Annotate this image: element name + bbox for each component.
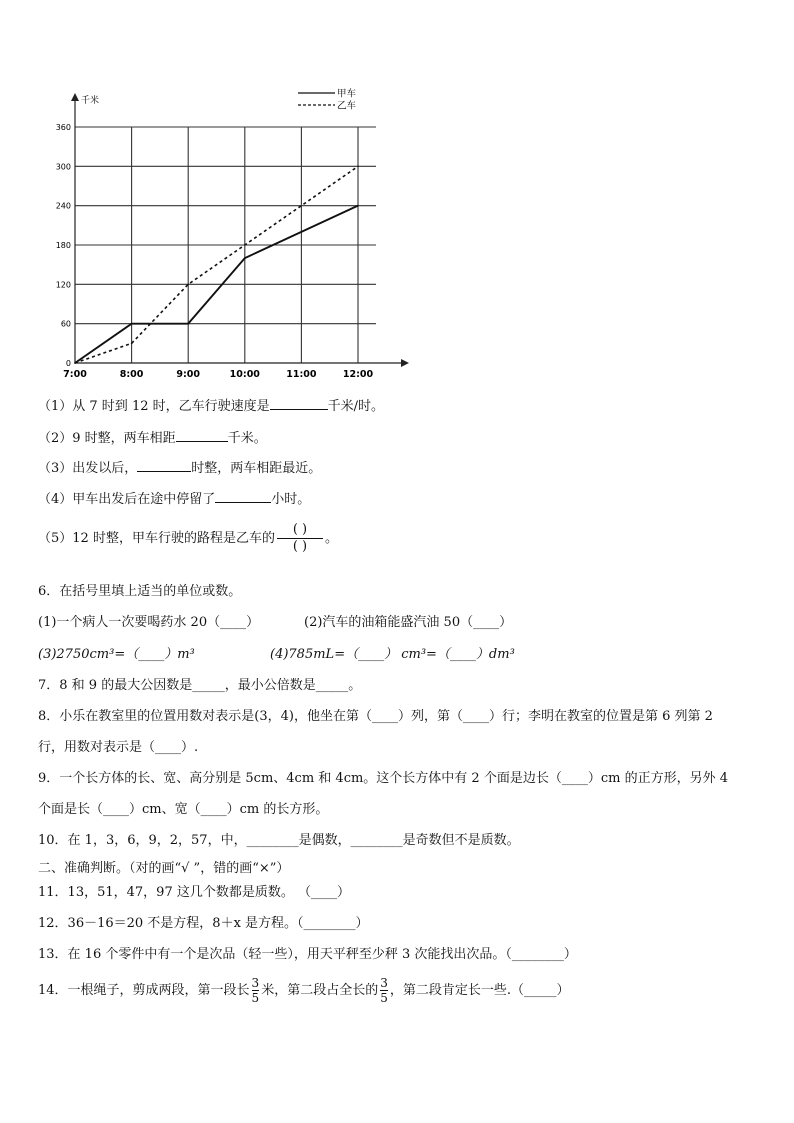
answer-blank[interactable]	[215, 488, 271, 503]
q5-part4: （4）甲车出发后在途中停留了 小时。	[38, 488, 310, 509]
q5-part5: （5）12 时整，甲车行驶的路程是乙车的 $\frac{( )}{( )}$ 。	[38, 522, 338, 554]
data-point	[187, 323, 189, 325]
q8-line2: 行，用数对表示是（____）.	[38, 740, 199, 755]
data-point	[74, 362, 76, 364]
q5-part3: （3）出发以后， 时整，两车相距最近。	[38, 457, 321, 478]
q10: 10．在 1，3，6，9，2，57，中，________是偶数，________是奇数但不是质数。	[38, 833, 520, 848]
chart-grid	[75, 127, 376, 363]
data-point	[187, 284, 189, 286]
y-tick-label: 0	[65, 359, 71, 368]
data-point	[357, 205, 359, 207]
q6-item-4: (4)785mL=（____） cm³=（____）dm³	[270, 647, 515, 662]
data-point	[131, 343, 133, 345]
fraction-3-5: $\frac{3}{5}$	[380, 976, 388, 1005]
distance-time-chart	[55, 85, 415, 380]
q6-item-2: (2)汽车的油箱能盛汽油 50（____）	[304, 615, 513, 630]
data-point	[244, 257, 246, 259]
q9-line1: 9．一个长方体的长、宽、高分别是 5cm、4cm 和 4cm。这个长方体中有 2 个面是边长（____）cm 的正方形，另外 4	[38, 771, 728, 786]
q5-part1: （1）从 7 时到 12 时，乙车行驶速度是 千米/时。	[38, 395, 384, 416]
fraction-3-5: $\frac{3}{5}$	[251, 976, 260, 1005]
q9-line2: 个面是长（____）cm、宽（____）cm 的长方形。	[38, 802, 329, 817]
y-tick-label: 360	[55, 123, 71, 132]
y-tick-label: 180	[55, 241, 71, 250]
q5-part2: （2）9 时整，两车相距 千米。	[38, 427, 267, 448]
y-tick-label: 240	[55, 201, 71, 211]
q14: 14．一根绳子，剪成两段，第一段长 $\frac{3}{5}$ 米，第二段占全长的 $\frac{3}{5}$ ，第二段肯定长一些.（_____）	[38, 976, 570, 1005]
fraction-blank[interactable]: $\frac{( )}{( )}$	[277, 522, 323, 555]
answer-blank[interactable]	[137, 457, 191, 472]
chart-series	[74, 166, 359, 364]
y-tick-label: 120	[55, 280, 71, 290]
q6-item-1: (1)一个病人一次要喝药水 20（____）	[38, 615, 260, 630]
x-tick-labels	[63, 369, 373, 380]
x-tick-label: 8:00	[119, 369, 144, 380]
q11: 11．13，51，47，97 这几个数都是质数。 （____）	[38, 885, 350, 900]
x-tick-label: 11:00	[286, 369, 317, 380]
q13: 13．在 16 个零件中有一个是次品（轻一些），用天平秤至少秤 3 次能找出次品。（________）	[38, 947, 577, 962]
q6-item-3: (3)2750cm³=（____）m³	[38, 647, 195, 662]
answer-blank[interactable]	[176, 427, 228, 442]
x-axis-arrow	[401, 359, 409, 367]
y-axis-arrow	[71, 93, 79, 101]
y-unit-label: 千米	[81, 96, 100, 106]
data-point	[131, 323, 133, 325]
y-tick-label: 60	[60, 319, 71, 329]
x-tick-label: 12:00	[342, 369, 374, 380]
q8-line1: 8．小乐在教室里的位置用数对表示是(3，4)，他坐在第（____）列，第（____）行；李明在教室的位置是第 6 列第 2	[38, 709, 713, 724]
q6-title: 6．在括号里填上适当的单位或数。	[38, 584, 242, 599]
x-tick-label: 10:00	[229, 369, 260, 380]
y-tick-labels	[56, 123, 71, 368]
y-tick-label: 300	[55, 162, 71, 172]
legend-label: 乙车	[337, 100, 357, 112]
data-point	[357, 166, 359, 168]
legend-label: 甲车	[337, 88, 357, 100]
answer-blank[interactable]	[270, 395, 328, 410]
chart-legend	[298, 88, 357, 112]
x-tick-label: 9:00	[176, 369, 201, 380]
section-2-heading: 二、准确判断。（对的画“√ ”，错的画“×”）	[38, 861, 290, 876]
q12: 12．36－16＝20 不是方程，8＋x 是方程。（________）	[38, 916, 369, 931]
q7: 7．8 和 9 的最大公因数是_____，最小公倍数是_____。	[38, 678, 362, 693]
x-tick-label: 7:00	[63, 369, 87, 380]
